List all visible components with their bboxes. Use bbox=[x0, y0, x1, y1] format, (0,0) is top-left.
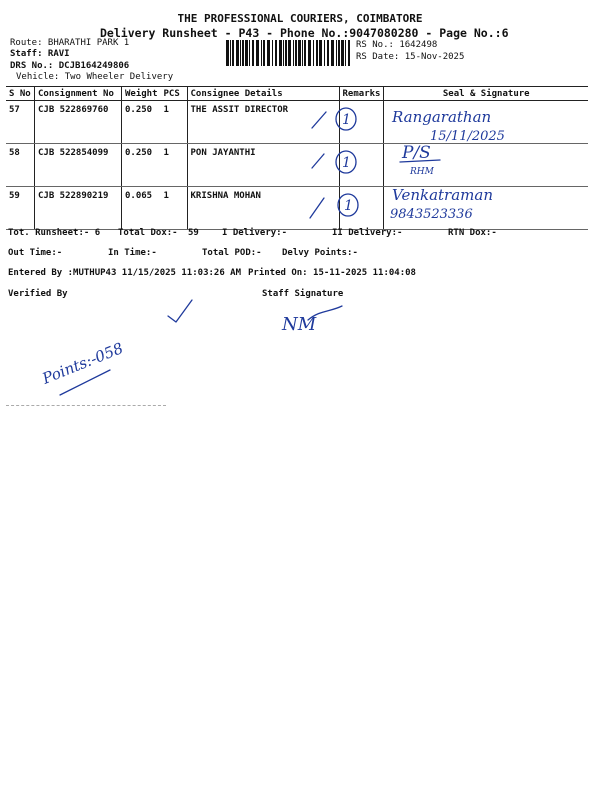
cell-consignee: THE ASSIT DIRECTOR bbox=[187, 101, 339, 144]
printed-on: Printed On: 15-11-2025 11:04:08 bbox=[248, 268, 416, 278]
rtn-dox: RTN Dox:- bbox=[448, 228, 497, 238]
cell-weight: 0.250 bbox=[122, 101, 161, 144]
cell-pcs: 1 bbox=[161, 144, 188, 187]
cell-consignment: CJB 522854099 bbox=[35, 144, 122, 187]
signature-row2-initials: RHM bbox=[410, 167, 434, 177]
cell-consignee: PON JAYANTHI bbox=[187, 144, 339, 187]
remark-mark-3: 1 bbox=[344, 198, 353, 214]
col-consignee: Consignee Details bbox=[187, 87, 339, 101]
ii-delivery: II Delivery:- bbox=[332, 228, 403, 238]
cell-sno: 59 bbox=[6, 187, 35, 230]
col-consignment: Consignment No bbox=[35, 87, 122, 101]
total-dox-value: 59 bbox=[188, 228, 199, 238]
points-note: Points:-058 bbox=[39, 339, 126, 388]
runsheet-title: Delivery Runsheet - P43 - Phone No.:9047080280 - Page No.:6 bbox=[100, 26, 509, 40]
cell-consignee: KRISHNA MOHAN bbox=[187, 187, 339, 230]
signature-row1-date: 15/11/2025 bbox=[430, 129, 505, 144]
entered-by: Entered By :MUTHUP43 11/15/2025 11:03:26 AM bbox=[8, 268, 241, 278]
col-remarks: Remarks bbox=[339, 87, 384, 101]
total-pod: Total POD:- bbox=[202, 248, 262, 258]
rs-number: RS No.: 1642498 bbox=[356, 40, 438, 50]
cell-pcs: 1 bbox=[161, 187, 188, 230]
remark-mark-2: 1 bbox=[342, 155, 351, 171]
company-name: THE PROFESSIONAL COURIERS, COIMBATORE bbox=[177, 12, 423, 25]
in-time: In Time:- bbox=[108, 248, 157, 258]
i-delivery: I Delivery:- bbox=[222, 228, 288, 238]
cell-consignment: CJB 522890219 bbox=[35, 187, 122, 230]
signature-row2-ps: P/S bbox=[402, 143, 431, 163]
col-sno: S No bbox=[6, 87, 35, 101]
total-dox-label: Total Dox:- bbox=[118, 228, 178, 238]
divider bbox=[6, 405, 166, 406]
points-check-icon bbox=[168, 300, 192, 322]
drs-number: DRS No.: DCJB164249806 bbox=[10, 61, 130, 71]
remark-tick-3 bbox=[310, 198, 324, 218]
col-seal-signature: Seal & Signature bbox=[384, 87, 588, 101]
cell-sno: 58 bbox=[6, 144, 35, 187]
delvy-points: Delvy Points:- bbox=[282, 248, 358, 258]
cell-pcs: 1 bbox=[161, 101, 188, 144]
cell-consignment: CJB 522869760 bbox=[35, 101, 122, 144]
col-weight: Weight bbox=[122, 87, 161, 101]
verified-by: Verified By bbox=[8, 289, 68, 299]
route: Route: BHARATHI PARK 1 bbox=[10, 38, 130, 48]
remark-tick-2 bbox=[312, 154, 324, 168]
staff-signature-ink: NM bbox=[282, 314, 317, 335]
out-time: Out Time:- bbox=[8, 248, 63, 258]
signature-row3-name: Venkatraman bbox=[392, 186, 493, 204]
staff-signature-label: Staff Signature bbox=[262, 289, 344, 299]
staff: Staff: RAVI bbox=[10, 49, 70, 59]
cell-sno: 57 bbox=[6, 101, 35, 144]
remark-tick-1 bbox=[312, 112, 326, 128]
total-runsheet: Tot. Runsheet:- 6 bbox=[8, 228, 101, 238]
cell-weight: 0.250 bbox=[122, 144, 161, 187]
signature-row1-name: Rangarathan bbox=[392, 108, 492, 126]
col-pcs: PCS bbox=[161, 87, 188, 101]
signature-row3-phone: 9843523336 bbox=[390, 207, 473, 222]
remark-mark-1: 1 bbox=[342, 112, 351, 128]
cell-weight: 0.065 bbox=[122, 187, 161, 230]
vehicle: Vehicle: Two Wheeler Delivery bbox=[16, 72, 174, 82]
rs-date: RS Date: 15-Nov-2025 bbox=[356, 52, 465, 62]
